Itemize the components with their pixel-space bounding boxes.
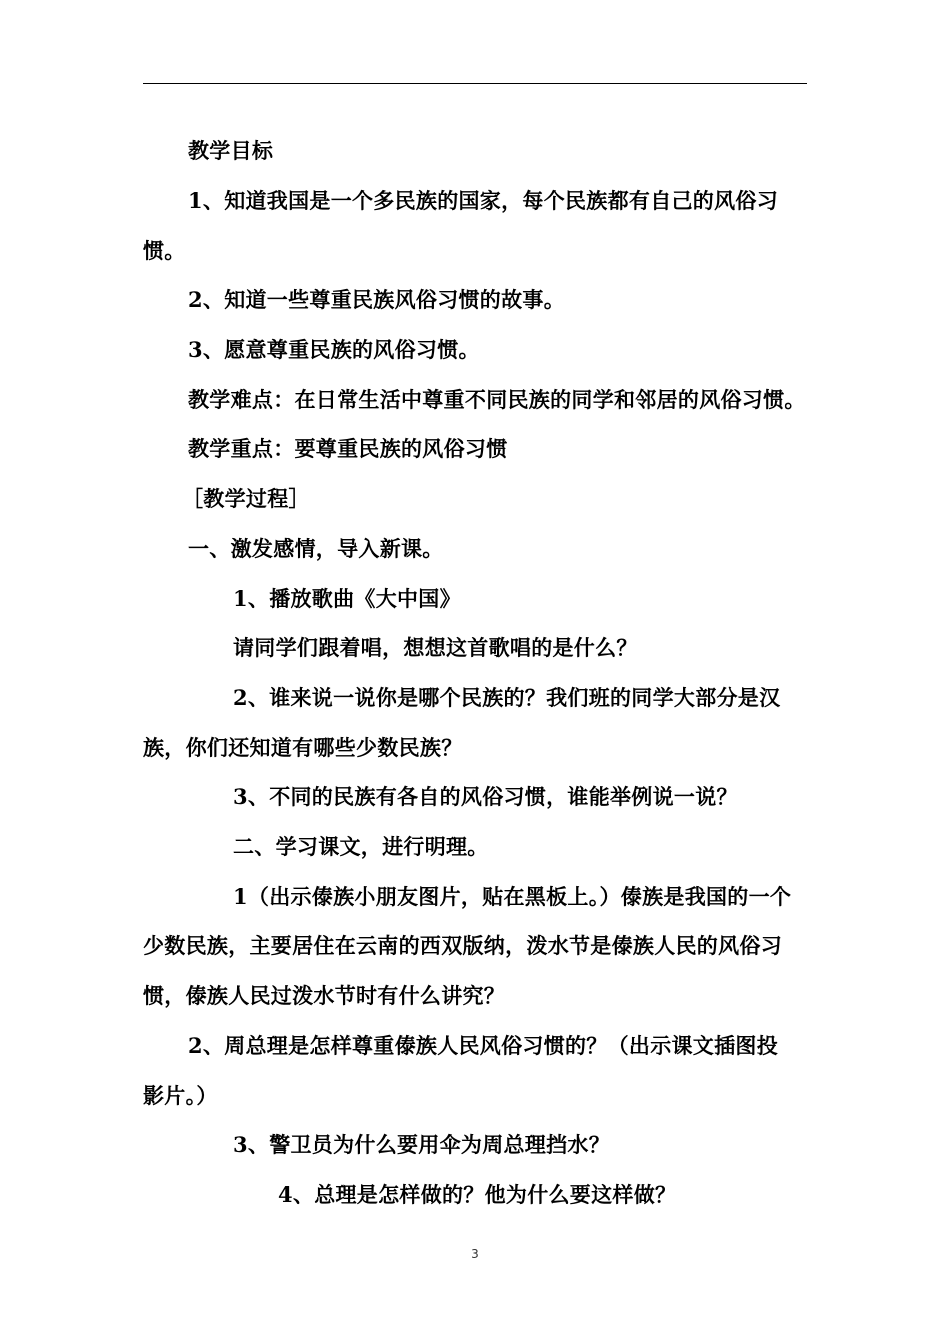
section-heading-process: ［教学过程］ <box>182 486 310 511</box>
paragraph-line: 3、不同的民族有各自的风俗习惯，谁能举例说一说？ <box>233 784 738 809</box>
paragraph-line: 3、警卫员为什么要用伞为周总理挡水？ <box>233 1132 611 1157</box>
paragraph-line: 族，你们还知道有哪些少数民族？ <box>143 735 463 760</box>
paragraph-line: 少数民族，主要居住在云南的西双版纳，泼水节是傣族人民的风俗习 <box>143 933 782 958</box>
paragraph-line: 一、激发感情，导入新课。 <box>188 536 444 561</box>
paragraph-line: 教学重点：要尊重民族的风俗习惯 <box>188 436 508 461</box>
paragraph-line: 1、知道我国是一个多民族的国家，每个民族都有自己的风俗习 <box>188 188 779 213</box>
paragraph-line: 3、愿意尊重民族的风俗习惯。 <box>188 337 480 362</box>
paragraph-line: 惯，傣族人民过泼水节时有什么讲究？ <box>143 983 506 1008</box>
paragraph-line: 2、谁来说一说你是哪个民族的？我们班的同学大部分是汉 <box>233 685 781 710</box>
paragraph-line: 1、播放歌曲《大中国》 <box>233 586 461 611</box>
section-heading-objectives: 教学目标 <box>188 138 274 163</box>
paragraph-line: 4、总理是怎样做的？他为什么要这样做？ <box>278 1182 677 1207</box>
paragraph-line: 影片。） <box>143 1083 218 1108</box>
paragraph-line: 教学难点：在日常生活中尊重不同民族的同学和邻居的风俗习惯。 <box>188 387 806 412</box>
paragraph-line: 2、周总理是怎样尊重傣族人民风俗习惯的？（出示课文插图投 <box>188 1033 779 1058</box>
paragraph-line: 惯。 <box>143 238 186 263</box>
page-number: 3 <box>471 1247 479 1261</box>
paragraph-line: 二、学习课文，进行明理。 <box>233 834 489 859</box>
header-rule <box>143 83 807 84</box>
paragraph-line: 2、知道一些尊重民族风俗习惯的故事。 <box>188 287 566 312</box>
paragraph-line: 请同学们跟着唱，想想这首歌唱的是什么？ <box>233 635 638 660</box>
paragraph-line: 1（出示傣族小朋友图片，贴在黑板上。）傣族是我国的一个 <box>233 884 792 909</box>
